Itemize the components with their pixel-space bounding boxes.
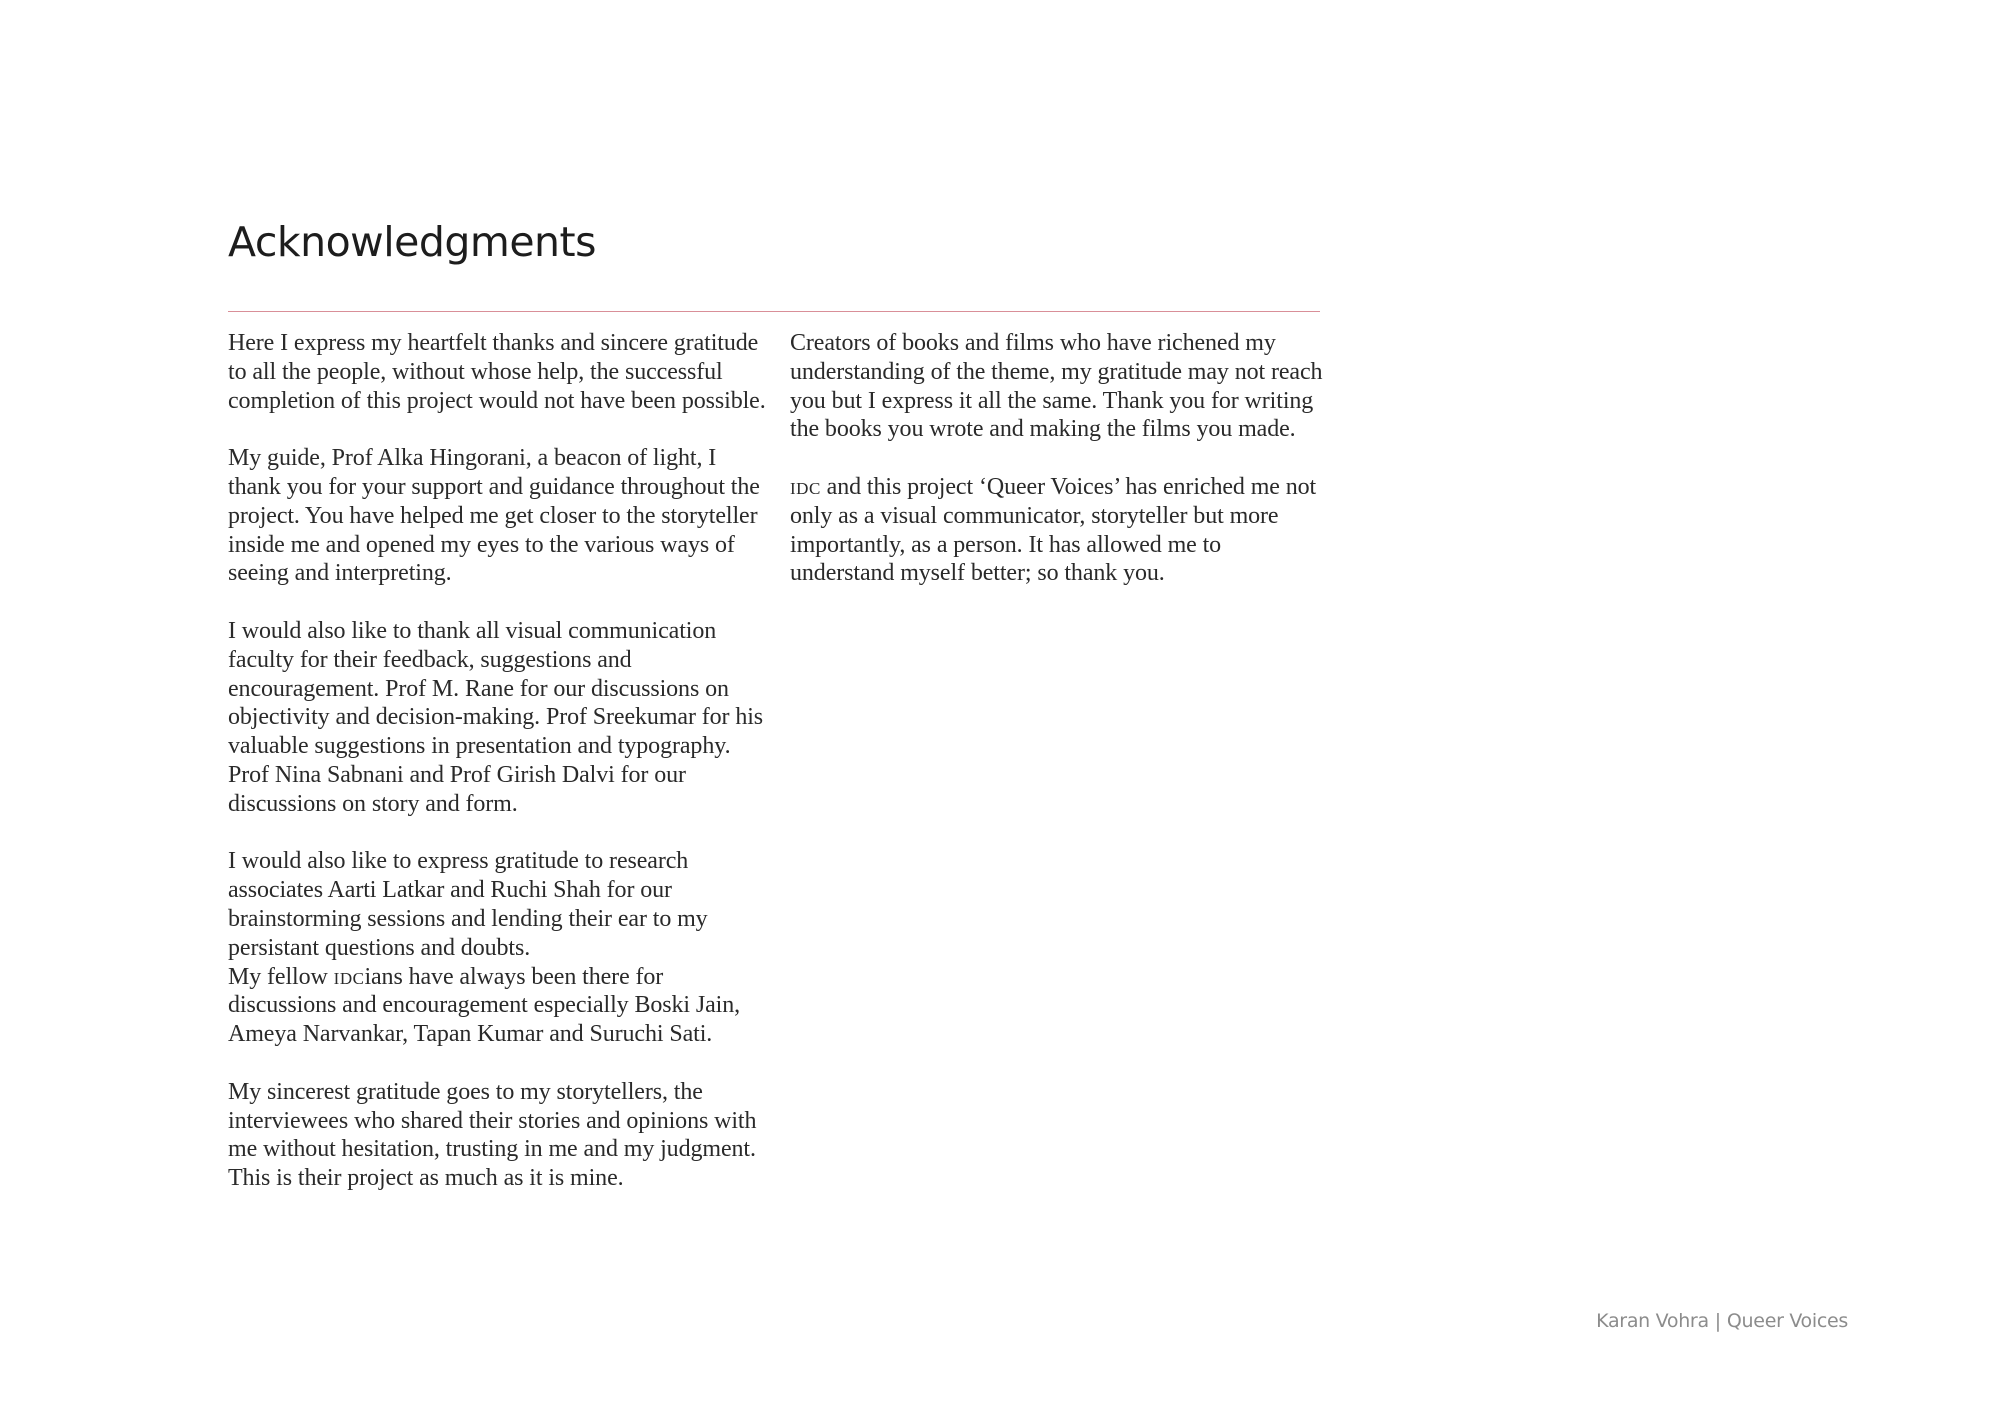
paragraph-storytellers: My sincerest gratitude goes to my storytellers, the interviewees who shared their stories and opinions with me without hesitation, trusting in me and my judgment. This is their project as much as it is mine. [228,1078,757,1192]
footer-author: Karan Vohra [1596,1310,1709,1332]
fellow-prefix: My fellow [228,963,334,990]
idc-smallcaps: idc [333,963,365,990]
paragraph-intro: Here I express my heartfelt thanks and sincere gratitude to all the people, without whose help, the successful completion of this project would not have been possible. [228,330,766,414]
associates-text: I would also like to express gratitude to research associates Aarti Latkar and Ruchi Shah for our brainstorming sessions and lending their ear to my persistant questions and doubts. [228,848,708,961]
page-title: Acknowledgments [228,218,596,266]
page-footer [1596,1310,1848,1332]
paragraph-associates [228,847,768,1049]
idc-smallcaps: idc [790,473,821,500]
paragraph-creators: Creators of books and films who have richened my understanding of the theme, my gratitude may not reach you but I express it all the same. Thank you for writing the books you wrote and making the films you made. [790,330,1323,443]
paragraph-guide: My guide, Prof Alka Hingorani, a beacon of light, I thank you for your support and guidance throughout the project. You have helped me get closer to the storyteller inside me and opened my eyes to the various ways of seeing and interpreting. [228,445,760,587]
footer-separator: | [1714,1310,1721,1332]
paragraph-idc [790,473,1330,588]
footer-project: Queer Voices [1726,1310,1848,1332]
left-column [228,329,768,1222]
right-column [790,329,1330,617]
fellow-text: ians have always been there for discussions and encouragement especially Boski Jain, Ameya Narvankar, Tapan Kumar and Suruchi Sati. [228,963,741,1048]
idc-text: and this project ‘Queer Voices’ has enriched me not only as a visual communicator, storyteller but more importantly, as a person. It has allowed me to understand myself better; so thank you. [790,473,1317,587]
title-divider [228,311,1320,312]
paragraph-faculty: I would also like to thank all visual communication faculty for their feedback, suggestions and encouragement. Prof M. Rane for our discussions on objectivity and decision-making. Prof Sreekumar for his valuable suggestions in presentation and typography. Prof Nina Sabnani and Prof Girish Dalvi for our discussions on story and form. [228,617,764,817]
